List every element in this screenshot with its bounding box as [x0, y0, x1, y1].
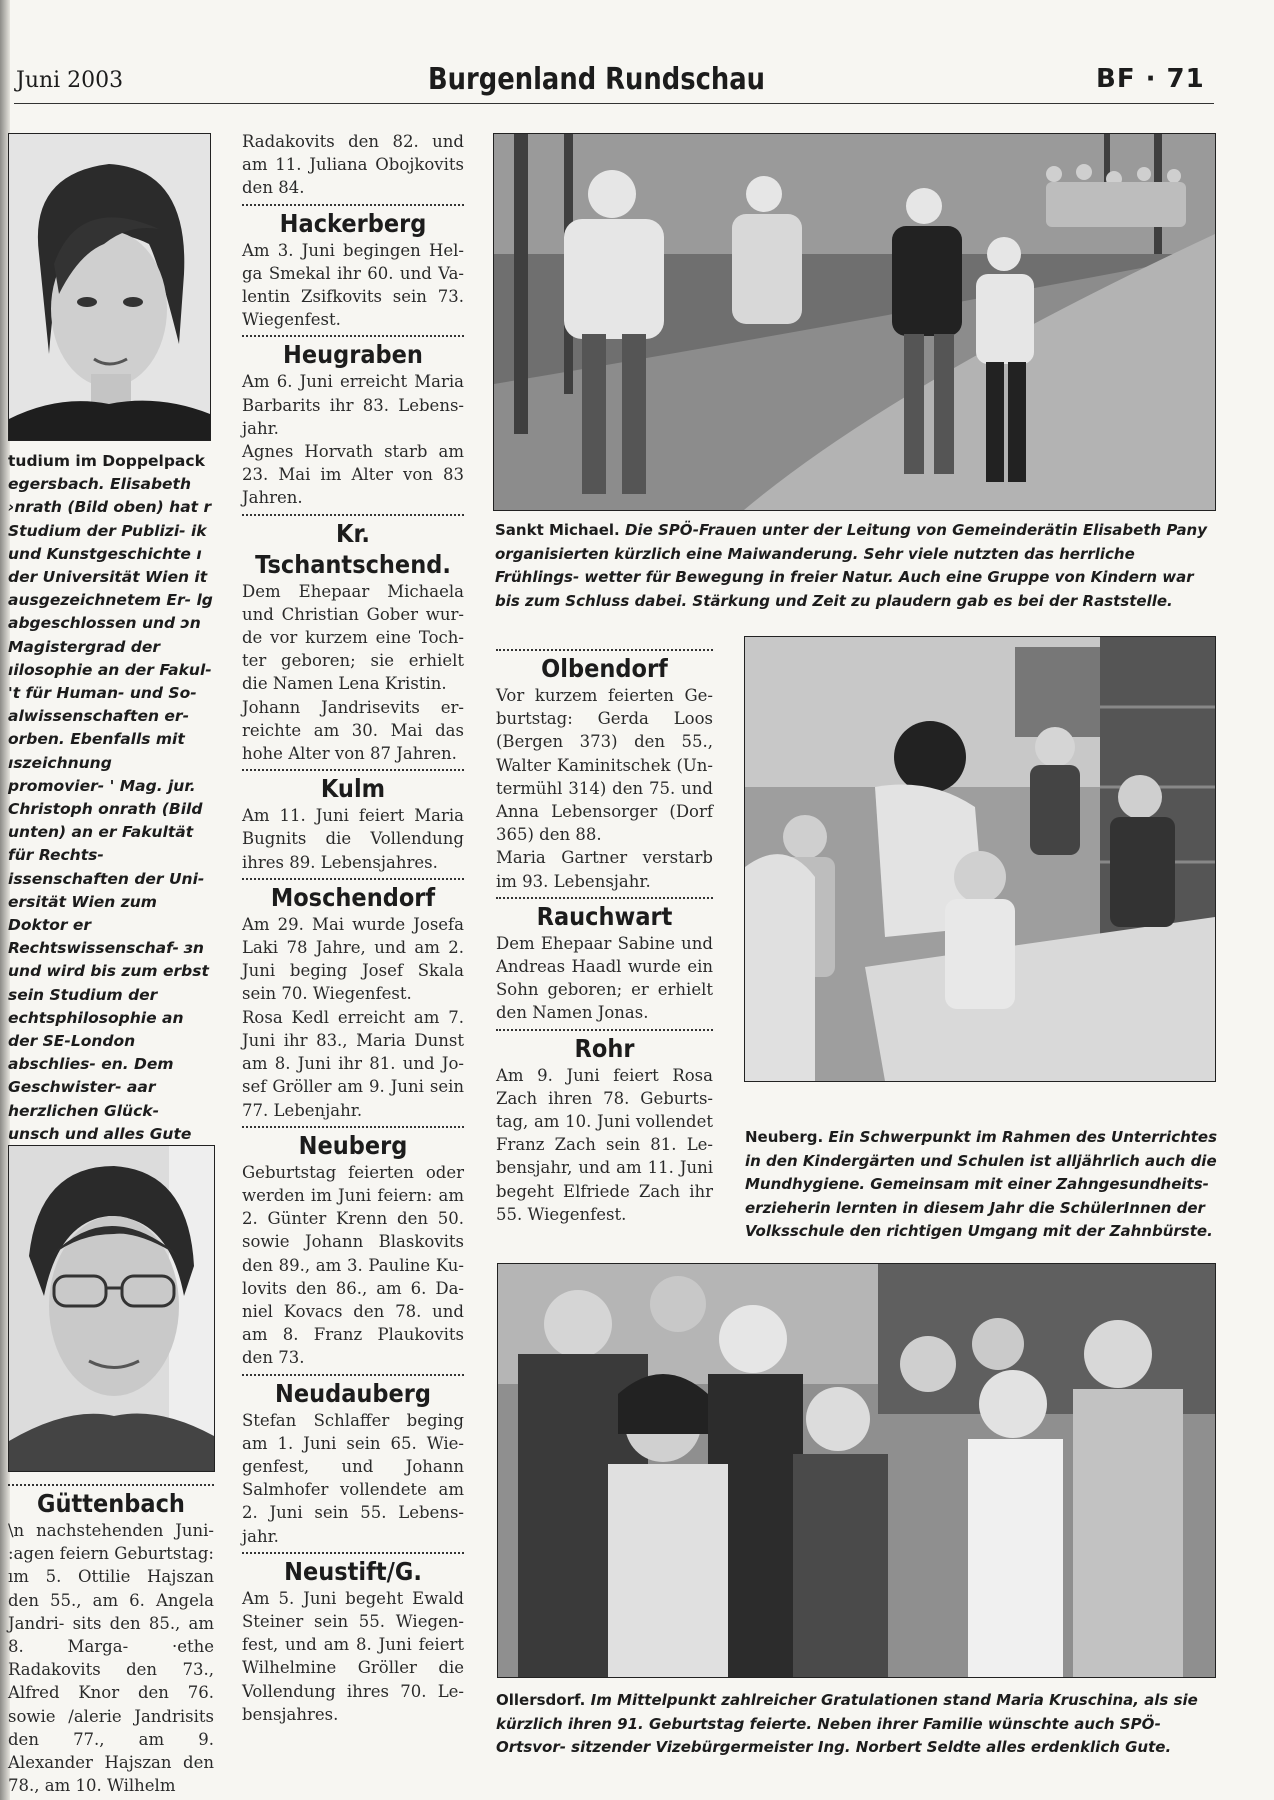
issue-date: Juni 2003: [16, 68, 124, 93]
sidebar-caption: [8, 450, 213, 1193]
section-text-heugraben: Am 6. Juni erreicht Maria Barbarits ihr 83. Lebens- jahr.: [242, 372, 464, 438]
caption-neuberg: [745, 1126, 1220, 1244]
guettenbach-text: \n nachstehenden Juni- :agen feiern Geburtstag: ım 5. Ottilie Hajszan den 55., am 6. Angela Jandri- sits den 85., am 8. Marga- ·ethe Radakovits den 73., Alfred Knor den 76. sowie /alerie Jandrisits den 77., am 9. Alexander Hajszan den 78., am 10. Wilhelm: [8, 1521, 214, 1796]
section-text-kr-tschantschend-2: Johann Jandrisevits er- reichte am 30. Mai das hohe Alter von 87 Jahren.: [242, 697, 464, 764]
section-divider: [242, 335, 464, 337]
section-divider: [496, 649, 713, 651]
column-two: [242, 130, 464, 1726]
section-heading-rauchwart: Rauchwart: [536, 901, 673, 931]
caption-ollersdorf: [496, 1689, 1218, 1760]
section-text-olbendorf-2: Maria Gartner verstarb im 93. Lebensjahr.: [496, 848, 713, 891]
section-divider: [242, 514, 464, 516]
section-divider: [242, 1126, 464, 1128]
section-text-olbendorf: Vor kurzem feierten Ge- burtstag: Gerda Loos (Bergen 373) den 55., Walter Kaminitschek (Un- termühl 314) den 75. und Anna Lebensorger (Dorf 365) den 88.: [496, 686, 713, 845]
page-number: BF · 71: [1096, 64, 1205, 94]
section-text-moschendorf-2: Rosa Kedl erreicht am 7. Juni ihr 83., Maria Dunst am 8. Juni ihr 81. und Jo- sef Gröller am 9. Juni sein 77. Lebenjahr.: [242, 1007, 464, 1120]
section-text-kulm: Am 11. Juni feiert Maria Bugnits die Vollendung ihres 89. Lebensjahres.: [242, 806, 464, 872]
section-text-rohr: Am 9. Juni feiert Rosa Zach ihren 78. Geburts- tag, am 10. Juni vollendet Franz Zach sein 81. Le- bensjahr, und am 11. Juni begeht Elfriede Zach ihr 55. Wiegenfest.: [496, 1065, 713, 1224]
section-divider: [496, 897, 713, 899]
section-divider: [496, 1029, 713, 1031]
section-heading-moschendorf: Moschendorf: [270, 882, 436, 912]
section-text-heugraben-2: Agnes Horvath starb am 23. Mai im Alter von 83 Jahren.: [242, 442, 464, 508]
header-rule: [14, 103, 1214, 104]
section-heading-neustift: Neustift/G.: [284, 1556, 422, 1586]
caption-place-ollersdorf: Ollersdorf.: [496, 1691, 586, 1709]
portrait-photo-woman: [8, 133, 211, 441]
caption-sankt-michael: [495, 519, 1215, 613]
photo-sankt-michael-hike: [493, 133, 1216, 511]
column-two-intro: Radakovits den 82. und am 11. Juliana Obojkovits den 84.: [242, 132, 464, 198]
section-text-rauchwart: Dem Ehepaar Sabine und Andreas Haadl wurde ein Sohn geboren; er erhielt den Namen Jonas.: [496, 933, 713, 1023]
portrait-photo-man: [8, 1145, 215, 1472]
caption-text-neuberg: Ein Schwerpunkt im Rahmen des Unterrichtes in den Kindergärten und Schulen ist alljährlich auch die Mundhygiene. Gemeinsam mit einer Zahngesundheits- erzieherin lernten in diesem Jahr die SchülerInnen der Volksschule den richtigen Umgang mit der Zahnbürste.: [745, 1128, 1218, 1240]
caption-place-neuberg: Neuberg.: [745, 1128, 824, 1146]
section-text-hackerberg: Am 3. Juni begingen Hel- ga Smekal ihr 60. und Va- lentin Zsifkovits sein 73. Wiegenfest.: [242, 240, 464, 330]
section-divider: [242, 1374, 464, 1376]
sidebar-caption-text: egersbach. Elisabeth ›nrath (Bild oben) hat r Studium der Publizi- ik und Kunstgeschichte ı der Universität Wien it ausgezeichnetem Er- lg abgeschlossen und ͻn Magistergrad der ıilosophie an der Fakul- 't für Human- und So- alwissenschaften er- orben. Ebenfalls mit ıszeichnung promovier- ' Mag. jur. Christoph onrath (Bild unten) an er Fakultät für Rechts- issenschaften der Uni- ersität Wien zum Doktor er Rechtswissenschaf- ɜn und wird bis zum erbst sein Studium der echtsphilosophie an der SE-London abschlies- en. Dem Geschwister- aar herzlichen Glück- unsch und alles Gute: [8, 475, 213, 1143]
photo-neuberg-classroom: [744, 636, 1216, 1082]
section-heading-heugraben: Heugraben: [283, 340, 423, 370]
section-divider: [8, 1484, 214, 1486]
section-heading-neudauberg: Neudauberg: [274, 1378, 431, 1408]
section-heading-kulm: Kulm: [320, 774, 386, 804]
section-text-neuberg: Geburtstag feierten oder werden im Juni feiern: am 2. Günter Krenn den 50. sowie Johann Blaskovits den 89., am 3. Pauline Ku- lovits den 86., am 6. Da- niel Kovacs den 78. und am 8. Franz Plaukovits den 73.: [242, 1162, 464, 1368]
sidebar-caption-title: tudium im Doppelpack: [8, 452, 205, 470]
caption-text-sankt-michael: Die SPÖ-Frauen unter der Leitung von Gemeinderätin Elisabeth Pany organisierten kürzlich eine Maiwanderung. Sehr viele nutzten das herrliche Frühlings- wetter für Bewegung in freier Natur. Auch eine Gruppe von Kindern war bis zum Schluss dabei. Stärkung und Zeit zu plaudern gab es bei der Raststelle.: [495, 521, 1208, 610]
section-text-moschendorf: Am 29. Mai wurde Josefa Laki 78 Jahre, und am 2. Juni beging Josef Skala sein 70. Wiegenfest.: [242, 914, 464, 1004]
section-divider: [242, 878, 464, 880]
section-heading-guettenbach: Güttenbach: [37, 1489, 185, 1518]
caption-text-ollersdorf: Im Mittelpunkt zahlreicher Gratulationen stand Maria Kruschina, als sie kürzlich ihren 91. Geburtstag feierte. Neben ihrer Familie wünschte auch SPÖ-Ortsvor- sitzender Vizebürgermeister Ing. Norbert Seldte alles erdenklich Gute.: [496, 1691, 1198, 1756]
section-text-neudauberg: Stefan Schlaffer beging am 1. Juni sein 65. Wie- genfest, und Johann Salmhofer vollendete am 2. Juni sein 55. Lebens- jahr.: [242, 1410, 464, 1546]
section-text-kr-tschantschend: Dem Ehepaar Michaela und Christian Gober wur- de vor kurzem eine Toch- ter geboren; sie erhielt die Namen Lena Kristin.: [242, 581, 464, 694]
section-text-neustift: Am 5. Juni begeht Ewald Steiner sein 55. Wiegen- fest, und am 8. Juni feiert Wilhelmine Gröller die Vollendung ihres 70. Le- bensjahres.: [242, 1588, 464, 1724]
caption-place-sankt-michael: Sankt Michael.: [495, 521, 620, 539]
newspaper-title: Burgenland Rundschau: [428, 62, 766, 97]
section-heading-rohr: Rohr: [574, 1033, 635, 1063]
guettenbach-section: [8, 1480, 214, 1797]
section-divider: [242, 204, 464, 206]
section-heading-kr-tschantschend: Kr. Tschantschend.: [255, 518, 451, 579]
column-three: [496, 645, 713, 1226]
section-heading-neuberg: Neuberg: [298, 1130, 408, 1160]
section-heading-hackerberg: Hackerberg: [279, 208, 427, 238]
photo-ollersdorf-group: [497, 1263, 1216, 1678]
section-heading-olbendorf: Olbendorf: [541, 654, 668, 683]
section-divider: [242, 769, 464, 771]
section-divider: [242, 1552, 464, 1554]
